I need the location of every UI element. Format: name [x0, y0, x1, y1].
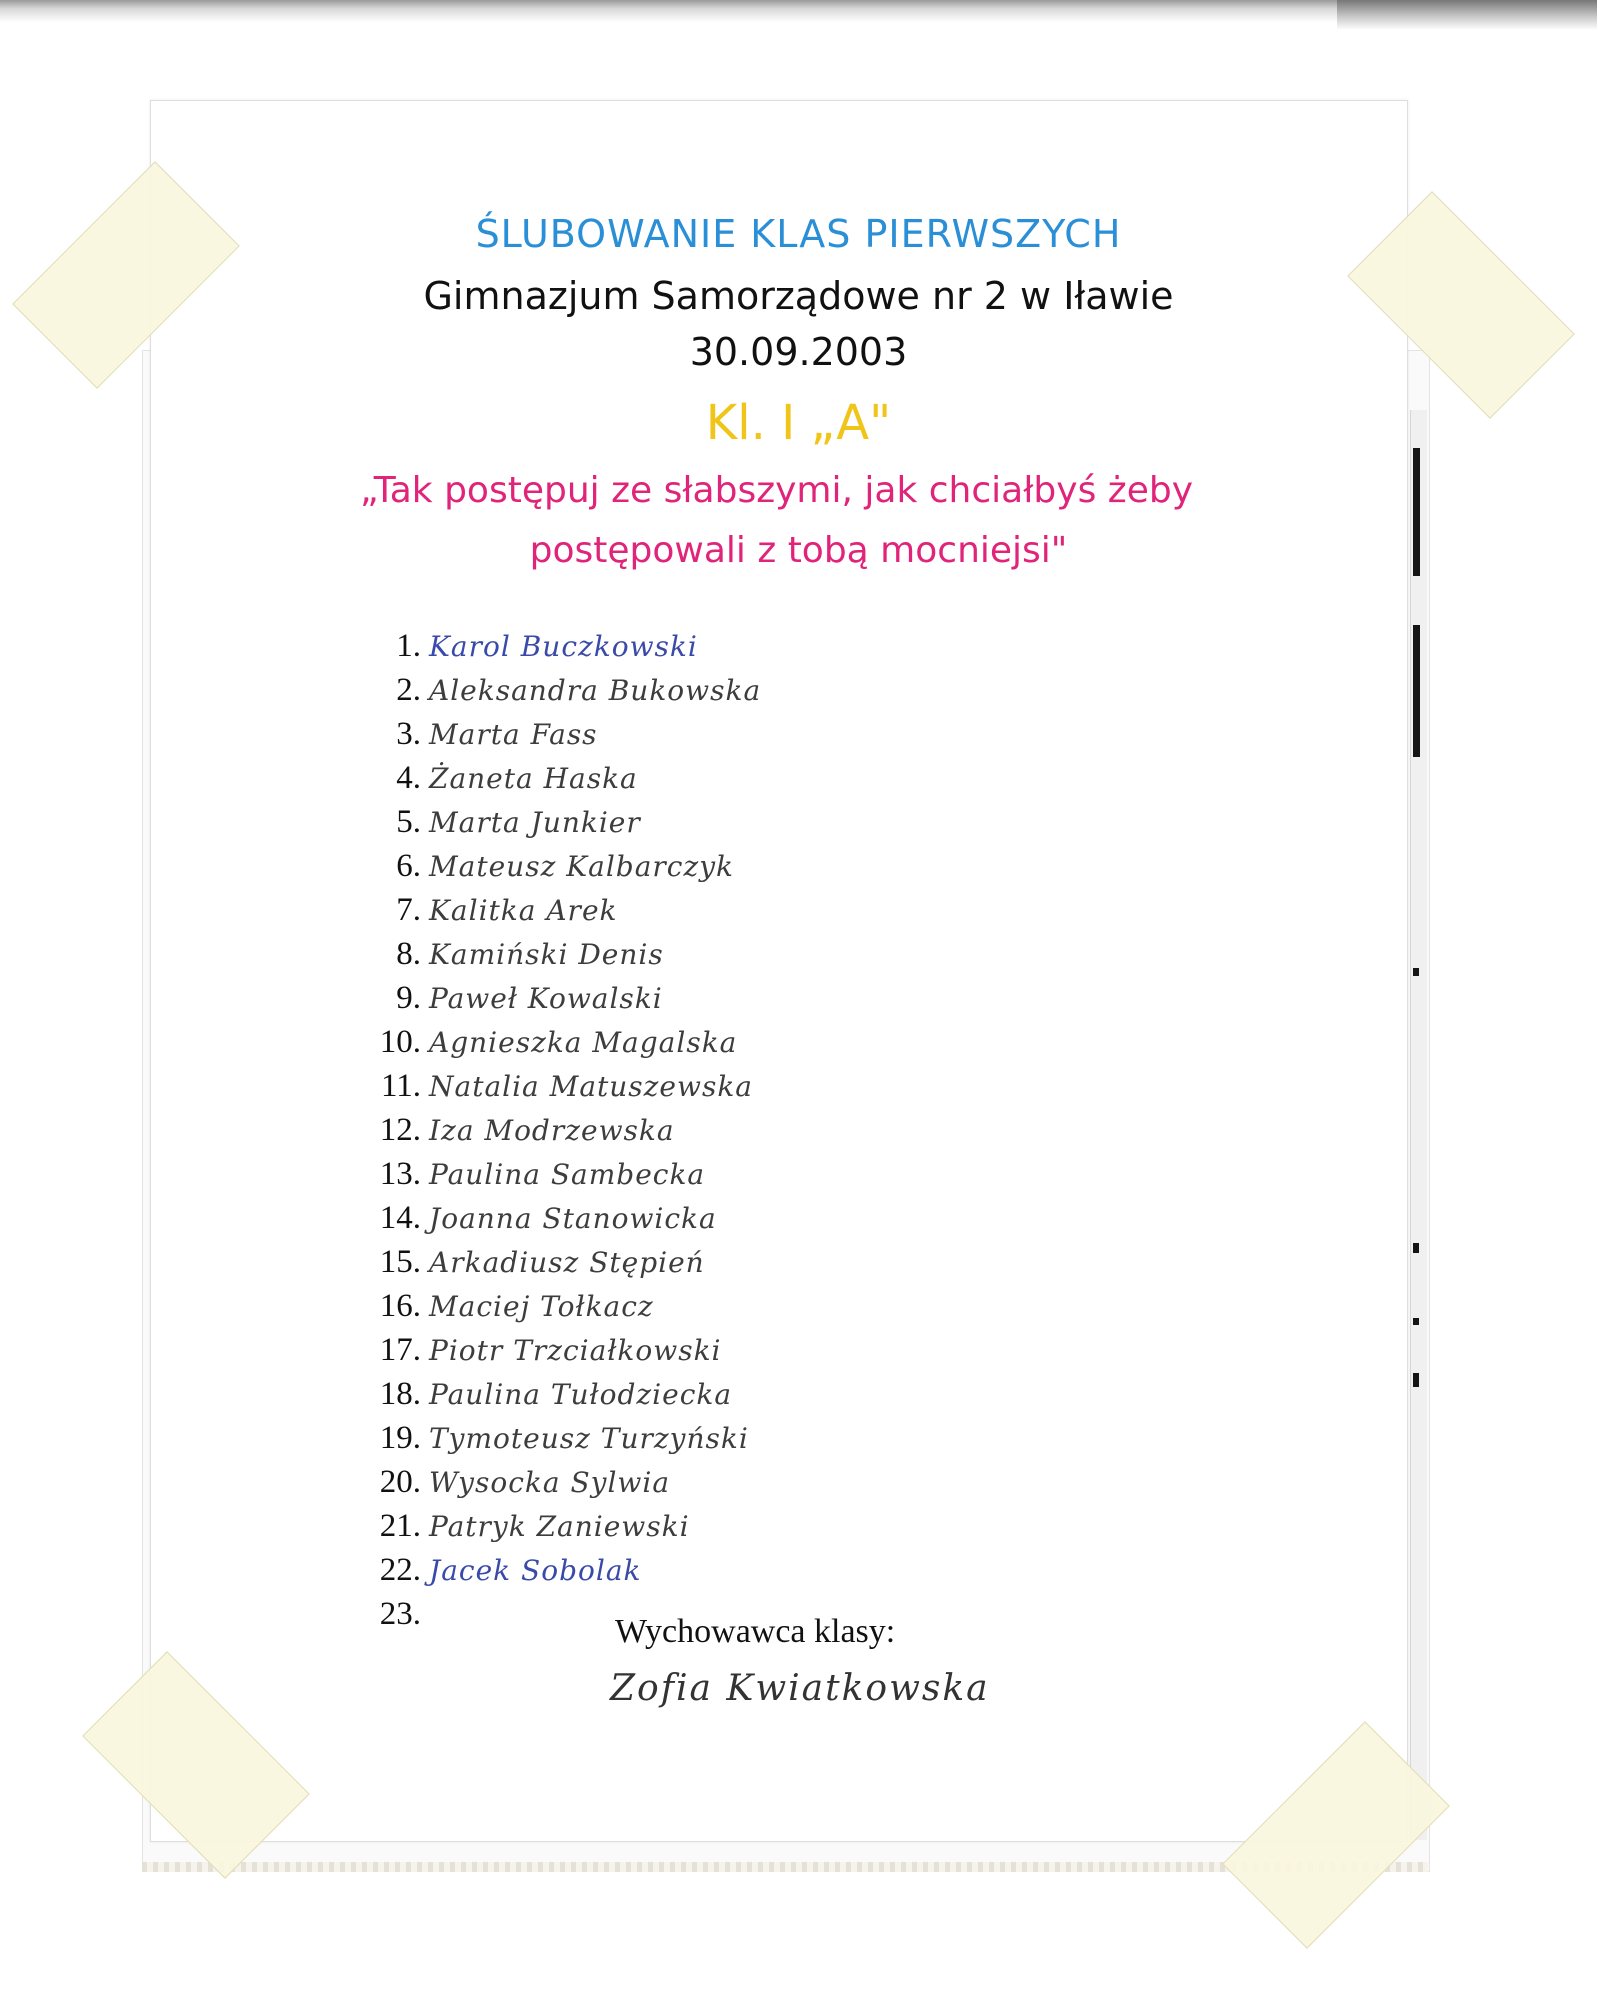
student-number: 11.: [380, 1068, 421, 1104]
student-row: [365, 672, 761, 716]
edge-mark: [1413, 1318, 1419, 1325]
student-signature: Joanna Stanowicka: [429, 1202, 717, 1235]
student-signature: Agnieszka Magalska: [429, 1026, 738, 1059]
student-row: [365, 1420, 761, 1464]
student-number: 4.: [396, 760, 421, 796]
teacher-signature: Zofia Kwiatkowska: [610, 1668, 990, 1709]
student-row: [365, 1508, 761, 1552]
student-number: 18.: [379, 1376, 421, 1412]
student-row: [365, 1068, 761, 1112]
student-signature: Marta Fass: [429, 718, 598, 751]
student-row: [365, 1376, 761, 1420]
student-list: [365, 628, 761, 1640]
motto-line-1: „Tak postępuj ze słabszymi, jak chciałbyś żeby: [360, 470, 1193, 511]
student-row: [365, 628, 761, 672]
student-number: 23.: [379, 1596, 421, 1632]
motto-line-2: postępowali z tobą mocniejsi": [529, 530, 1068, 571]
student-signature: Marta Junkier: [429, 806, 641, 839]
student-number: 17.: [379, 1332, 421, 1368]
class-label: Kl. I „A": [705, 395, 892, 451]
student-number: 19.: [379, 1420, 421, 1456]
student-signature: Jacek Sobolak: [429, 1554, 642, 1587]
student-row: [365, 804, 761, 848]
scan-top-shadow-corner: [1337, 0, 1597, 30]
student-row: [365, 1464, 761, 1508]
event-date: 30.09.2003: [689, 330, 908, 374]
student-signature: Natalia Matuszewska: [429, 1070, 753, 1103]
student-signature: Iza Modrzewska: [429, 1114, 675, 1147]
student-row: [365, 1288, 761, 1332]
student-signature: Patryk Zaniewski: [429, 1510, 690, 1543]
student-signature: Mateusz Kalbarczyk: [429, 850, 735, 883]
student-number: 22.: [379, 1552, 421, 1588]
student-row: [365, 1552, 761, 1596]
student-row: [365, 1200, 761, 1244]
student-number: 5.: [396, 804, 421, 840]
student-number: 21.: [379, 1508, 421, 1544]
edge-mark: [1413, 625, 1420, 757]
student-number: 16.: [379, 1288, 421, 1324]
student-row: [365, 848, 761, 892]
student-row: [365, 1024, 761, 1068]
student-signature: Arkadiusz Stępień: [429, 1246, 705, 1279]
student-signature: Paulina Sambecka: [429, 1158, 706, 1191]
student-number: 1.: [396, 628, 421, 664]
student-signature: Karol Buczkowski: [429, 630, 698, 663]
student-row: [365, 980, 761, 1024]
student-number: 14.: [379, 1200, 421, 1236]
student-number: 13.: [379, 1156, 421, 1192]
student-number: 7.: [396, 892, 421, 928]
student-number: 2.: [396, 672, 421, 708]
student-number: 20.: [379, 1464, 421, 1500]
student-signature: Aleksandra Bukowska: [429, 674, 762, 707]
student-signature: Żaneta Haska: [429, 762, 638, 795]
student-row: [365, 1332, 761, 1376]
school-name: Gimnazjum Samorządowe nr 2 w Iławie: [423, 274, 1174, 318]
student-number: 9.: [396, 980, 421, 1016]
student-row: [365, 1112, 761, 1156]
student-row: [365, 760, 761, 804]
student-signature: Kamiński Denis: [429, 938, 664, 971]
student-row: [365, 936, 761, 980]
student-row: [365, 716, 761, 760]
student-signature: Paweł Kowalski: [429, 982, 663, 1015]
student-signature: Wysocka Sylwia: [429, 1466, 671, 1499]
student-number: 3.: [396, 716, 421, 752]
student-number: 15.: [379, 1244, 421, 1280]
student-number: 12.: [379, 1112, 421, 1148]
edge-mark: [1413, 1243, 1419, 1253]
student-number: 8.: [396, 936, 421, 972]
student-row: [365, 1156, 761, 1200]
student-signature: Paulina Tułodziecka: [429, 1378, 733, 1411]
document-title: ŚLUBOWANIE KLAS PIERWSZYCH: [475, 212, 1122, 256]
student-row: [365, 892, 761, 936]
student-signature: Maciej Tołkacz: [429, 1290, 654, 1323]
student-row: [365, 1244, 761, 1288]
student-signature: Piotr Trzciałkowski: [429, 1334, 722, 1367]
edge-mark: [1413, 968, 1419, 976]
student-number: 6.: [396, 848, 421, 884]
student-number: 10.: [379, 1024, 421, 1060]
student-signature: Tymoteusz Turzyński: [429, 1422, 749, 1455]
edge-mark: [1413, 1373, 1419, 1387]
student-signature: Kalitka Arek: [429, 894, 618, 927]
teacher-label: Wychowawca klasy:: [615, 1613, 896, 1650]
